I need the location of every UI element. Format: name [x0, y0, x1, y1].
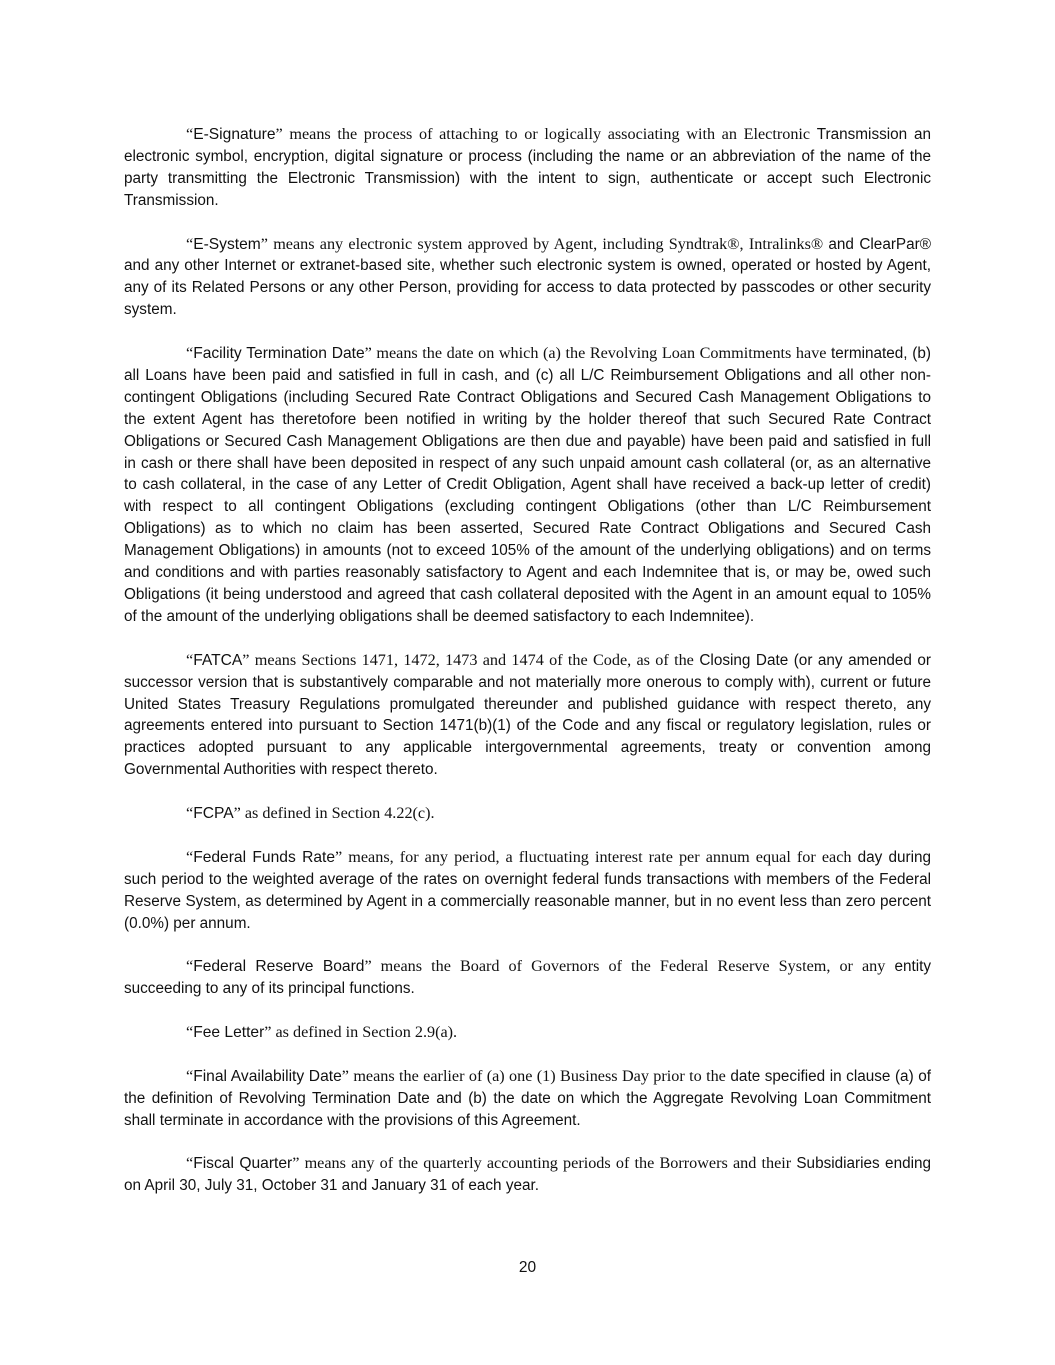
definition-lead: means, for any period, a fluctuating interest rate per annum equal for each — [342, 847, 852, 866]
defined-term: Facility Termination Date — [193, 345, 365, 363]
definition-body: entity succeeding to any of its principal functions. — [124, 958, 931, 998]
definition-final-availability-date: “Final Availability Date” means the earlier of (a) one (1) Business Day prior to the date specified in clause (a) of the definition of Revolving Termination Date and (b) the date on which the Aggregate Revolving Loan Commitment shall terminate in accordance with the provisions of this Agreement. — [124, 1066, 931, 1129]
defined-term: Federal Funds Rate — [193, 848, 336, 866]
defined-term: Fiscal Quarter — [193, 1155, 293, 1173]
definition-lead: means the earlier of (a) one (1) Business Day prior to the — [348, 1066, 726, 1085]
definition-body: day during such period to the weighted average of the rates on overnight federal funds transactions with members of the Federal Reserve System, as determined by Agent in a commercially reasonable manner, but in no event less than zero percent (0.0%) per annum. — [124, 848, 932, 932]
definition-lead: means the process of attaching to or logically associating with an Electronic — [282, 125, 811, 143]
defined-term: E-System — [193, 235, 261, 253]
definition-body: Subsidiaries ending on April 30, July 31, October 31 and January 31 of each year. — [124, 1155, 931, 1195]
defined-term: Final Availability Date — [193, 1067, 342, 1085]
definition-lead: as defined in Section 2.9(a). — [271, 1023, 458, 1042]
definition-body: Closing Date (or any amended or successor version that is substantively comparable and not materially more onerous to comply with), current or future United States Treasury Regulations promulgated thereunder and published guidance with respect thereto, any agreements entered into pursuant to Section 1471(b)(1) of the Code and any fiscal or regulatory legislation, rules or practices adopted pursuant to any applicable intergovernmental agreements, treaty or convention among Governmental Authorities with respect thereto. — [124, 651, 931, 779]
defined-term: Fee Letter — [193, 1024, 265, 1042]
definition-e-system: “E-System” means any electronic system approved by Agent, including Syndtrak®, Intralinks® and ClearPar® and any other Internet or extranet-based site, whether such electronic system is owned, operated or hosted by Agent, any of its Related Persons or any other Person, providing for access to data protected by passcodes or other security system. — [124, 234, 931, 319]
definition-body: date specified in clause (a) of the definition of Revolving Termination Date and (b) the date on which the Aggregate Revolving Loan Commitment shall terminate in accordance with the provisions of this Agreement. — [124, 1067, 931, 1129]
defined-term: FATCA — [193, 651, 243, 669]
page-number: 20 — [518, 1259, 537, 1276]
definition-body: terminated, (b) all Loans have been paid and satisfied in full in cash, and (c) all L/C Reimbursement Obligations and all other non-contingent Obligations (including Secured Rate Contract Obligations and Secured Cash Management Obligations to the extent Agent has theretofore been notified in writing by the holder thereof that such Secured Rate Contract Obligations or Secured Cash Management Obligations are then due and payable) have been paid and satisfied in full in cash or there shall have been deposited in respect of any such unpaid amount cash collateral (or, as an alternative to cash collateral, in the case of any Letter of Credit Obligation, Agent shall have received a back-up letter of credit) with respect to all contingent Obligations (excluding contingent Obligations (other than L/C Reimbursement Obligations) as to which no claim has been asserted, Secured Rate Contract Obligations and Secured Cash Management Obligations) in amounts (not to exceed 105% of the amount of the underlying obligations) and on terms and conditions and with parties reasonably satisfactory to Agent and each Indemnitee that is, or may be, owed such Obligations (it being understood and agreed that cash collateral deposited with the Agent in an amount equal to 105% of the amount of the underlying obligations shall be deemed satisfactory to each Indemnitee). — [124, 345, 932, 625]
definition-body: Transmission an electronic symbol, encryption, digital signature or process (including the name or an abbreviation of the name of the party transmitting the Electronic Transmission) with the intent to sign, authenticate or accept such Electronic Transmission. — [124, 126, 932, 209]
defined-term: E-Signature — [193, 126, 276, 143]
definition-lead: means the date on which (a) the Revolving Loan Commitments have — [371, 344, 827, 363]
definition-lead: means any electronic system approved by Agent, including Syndtrak®, Intralinks® — [267, 234, 824, 253]
definition-e-signature: “E-Signature” means the process of attaching to or logically associating with an Electronic Transmission an electronic symbol, encryption, digital signature or process (including the name or an abbreviation of the name of the party transmitting the Electronic Transmission) with the intent to sign, authenticate or accept such Electronic Transmission. — [124, 125, 932, 209]
defined-term: FCPA — [193, 805, 234, 823]
definition-fcpa: “FCPA” as defined in Section 4.22(c). — [186, 804, 435, 823]
defined-term: Federal Reserve Board — [193, 958, 365, 976]
document-page — [124, 124, 931, 1219]
definition-fee-letter: “Fee Letter” as defined in Section 2.9(a). — [186, 1023, 458, 1042]
definition-federal-funds-rate: “Federal Funds Rate” means, for any period, a fluctuating interest rate per annum equal for each day during such period to the weighted average of the rates on overnight federal funds transactions with members of the Federal Reserve System, as determined by Agent in a commercially reasonable manner, but in no event less than zero percent (0.0%) per annum. — [124, 847, 932, 932]
definition-facility-termination-date: “Facility Termination Date” means the date on which (a) the Revolving Loan Commitments have terminated, (b) all Loans have been paid and satisfied in full in cash, and (c) all L/C Reimbursement Obligations and all other non-contingent Obligations (including Secured Rate Contract Obligations and Secured Cash Management Obligations to the extent Agent has theretofore been notified in writing by the holder thereof that such Secured Rate Contract Obligations or Secured Cash Management Obligations are then due and payable) have been paid and satisfied in full in cash or there shall have been deposited in respect of any such unpaid amount cash collateral (or, as an alternative to cash collateral, in the case of any Letter of Credit Obligation, Agent shall have received a back-up letter of credit) with respect to all contingent Obligations (excluding contingent Obligations (other than L/C Reimbursement Obligations) as to which no claim has been asserted, Secured Rate Contract Obligations and Secured Cash Management Obligations) in amounts (not to exceed 105% of the amount of the underlying obligations) and on terms and conditions and with parties reasonably satisfactory to Agent and each Indemnitee that is, or may be, owed such Obligations (it being understood and agreed that cash collateral deposited with the Agent in an amount equal to 105% of the amount of the underlying obligations shall be deemed satisfactory to each Indemnitee). — [124, 344, 932, 625]
definition-fiscal-quarter: “Fiscal Quarter” means any of the quarterly accounting periods of the Borrowers and their Subsidiaries ending on April 30, July 31, October 31 and January 31 of each year. — [124, 1154, 931, 1195]
definition-fatca: “FATCA” means Sections 1471, 1472, 1473 and 1474 of the Code, as of the Closing Date (or any amended or successor version that is substantively comparable and not materially more onerous to comply with), current or future United States Treasury Regulations promulgated thereunder and published guidance with respect thereto, any agreements entered into pursuant to Section 1471(b)(1) of the Code and any fiscal or regulatory legislation, rules or practices adopted pursuant to any applicable intergovernmental agreements, treaty or convention among Governmental Authorities with respect thereto. — [124, 650, 931, 779]
definition-lead: means Sections 1471, 1472, 1473 and 1474 of the Code, as of the — [249, 650, 694, 669]
definition-lead: means the Board of Governors of the Federal Reserve System, or any — [371, 957, 886, 976]
definition-federal-reserve-board: “Federal Reserve Board” means the Board of Governors of the Federal Reserve System, or any entity succeeding to any of its principal functions. — [124, 957, 931, 998]
definition-lead: means any of the quarterly accounting periods of the Borrowers and their — [299, 1154, 792, 1173]
definition-lead: as defined in Section 4.22(c). — [240, 804, 435, 823]
definition-body: and ClearPar® and any other Internet or extranet-based site, whether such electronic system is owned, operated or hosted by Agent, any of its Related Persons or any other Person, providing for access to data protected by passcodes or other security system. — [124, 235, 931, 319]
